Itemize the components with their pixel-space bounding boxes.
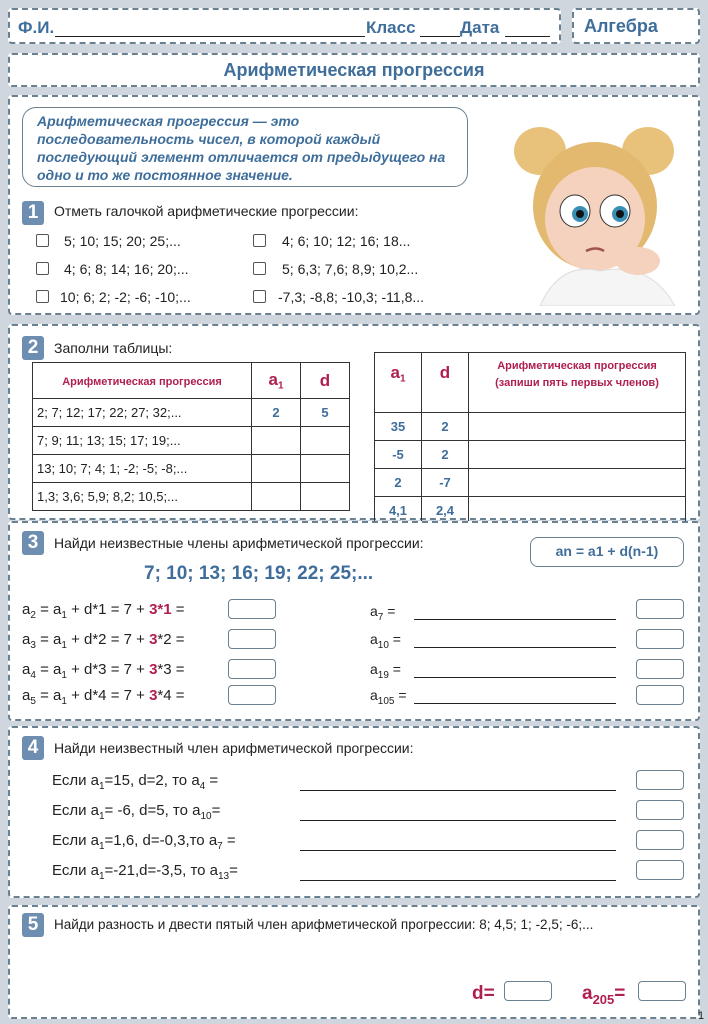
t1-r2-a1[interactable] — [252, 427, 301, 455]
t1-r2-seq: 7; 9; 11; 13; 15; 17; 19;... — [33, 427, 252, 455]
t4-row-4: Если $a_1=-21,d=-3,5$, то $a_{13}=$ — [52, 862, 238, 882]
t2-header-a1: $a_1$ — [375, 353, 422, 413]
t4-line-1[interactable] — [300, 790, 616, 791]
t3-right-line-3[interactable] — [414, 677, 616, 678]
t2-r1-d: 2 — [422, 413, 469, 441]
t3-right-line-4[interactable] — [414, 703, 616, 704]
checkbox-r1[interactable] — [253, 234, 266, 247]
t3-right-line-1[interactable] — [414, 619, 616, 620]
section-2 — [8, 324, 700, 520]
title-box — [8, 53, 700, 87]
t2-r2-d: 2 — [422, 441, 469, 469]
section-4 — [8, 726, 700, 898]
t4-line-2[interactable] — [300, 820, 616, 821]
t1-r1-seq: 2; 7; 12; 17; 22; 27; 32;... — [33, 399, 252, 427]
checkbox-r3[interactable] — [253, 290, 266, 303]
checkbox-r2[interactable] — [253, 262, 266, 275]
table-1 — [32, 362, 350, 511]
subject-box — [572, 8, 700, 44]
t3-right-row-1: $a_7$ = — [370, 603, 396, 623]
t2-r4-a1: 4,1 — [375, 497, 422, 525]
option-r1: 4; 6; 10; 12; 16; 18... — [282, 233, 411, 249]
task-5-number: 5 — [22, 913, 44, 937]
t3-right-row-3: $a_{19}$ = — [370, 661, 401, 681]
t3-left-row-2: $a_3 = a_1 + d*2 = 7 + 3*2$ = — [22, 631, 185, 651]
t3-left-answer-4[interactable] — [228, 685, 276, 705]
t2-r3-d: -7 — [422, 469, 469, 497]
header-name-box — [8, 8, 561, 44]
girl-illustration — [500, 111, 690, 306]
t2-r1-a1: 35 — [375, 413, 422, 441]
t1-r4-seq: 1,3; 3,6; 5,9; 8,2; 10,5;... — [33, 483, 252, 511]
t3-right-answer-4[interactable] — [636, 685, 684, 705]
checkbox-l2[interactable] — [36, 262, 49, 275]
t1-r4-a1[interactable] — [252, 483, 301, 511]
task-1-number: 1 — [22, 201, 44, 225]
t2-r2-a1: -5 — [375, 441, 422, 469]
t1-r1-d[interactable]: 5 — [301, 399, 350, 427]
t3-right-answer-3[interactable] — [636, 659, 684, 679]
t3-left-row-4: $a_5 = a_1 + d*4 = 7 + 3*4$ = — [22, 687, 185, 707]
formula: an = a1 + d(n-1) — [555, 543, 659, 559]
d-answer-box[interactable] — [504, 981, 552, 1001]
class-line[interactable] — [420, 36, 460, 37]
section-3 — [8, 521, 700, 721]
name-line[interactable] — [55, 36, 365, 37]
task-4-number: 4 — [22, 736, 44, 760]
t1-r3-d[interactable] — [301, 455, 350, 483]
t1-r3-seq: 13; 10; 7; 4; 1; -2; -5; -8;... — [33, 455, 252, 483]
option-l1: 5; 10; 15; 20; 25;... — [64, 233, 181, 249]
t2-r3-answer[interactable] — [469, 469, 686, 497]
date-label: Дата — [460, 18, 500, 37]
task-2-prompt: Заполни таблицы: — [54, 340, 173, 356]
t3-left-row-3: $a_4 = a_1 + d*3 = 7 + 3*3$ = — [22, 661, 185, 681]
table-2 — [374, 352, 686, 525]
t1-header-d: d — [301, 363, 350, 399]
t1-header-progression: Арифметическая прогрессия — [33, 363, 252, 399]
t4-row-3: Если $a_1=1,6$, d=-0,3,то $a_7$ = — [52, 832, 236, 852]
option-l2: 4; 6; 8; 14; 16; 20;... — [64, 261, 189, 277]
t3-right-row-2: $a_{10}$ = — [370, 631, 401, 651]
task-5-prompt: Найди разность и двести пятый член арифметической прогрессии: 8; 4,5; 1; -2,5; -6;... — [54, 917, 594, 932]
task-4-prompt: Найди неизвестный член арифметической прогрессии: — [54, 740, 414, 756]
formula-box — [530, 537, 684, 567]
checkbox-l3[interactable] — [36, 290, 49, 303]
t3-right-row-4: $a_{105}$ = — [370, 687, 407, 707]
t4-line-4[interactable] — [300, 880, 616, 881]
t4-row-2: Если $a_1= -6$, d=5, то $a_{10}=$ — [52, 802, 221, 822]
t4-answer-3[interactable] — [636, 830, 684, 850]
t3-left-answer-2[interactable] — [228, 629, 276, 649]
page-title: Арифметическая прогрессия — [223, 60, 485, 80]
t4-answer-2[interactable] — [636, 800, 684, 820]
t4-row-1: Если $a_1=15$, d=2, то $a_4$ = — [52, 772, 219, 792]
a205-label: $a_{205}=$ — [582, 983, 626, 1007]
t2-header-progression: Арифметическая прогрессия (запиши пять первых членов) — [469, 353, 686, 413]
a205-answer-box[interactable] — [638, 981, 686, 1001]
task-3-sequence: 7; 10; 13; 16; 19; 22; 25;... — [144, 563, 374, 584]
date-line[interactable] — [505, 36, 550, 37]
t1-r4-d[interactable] — [301, 483, 350, 511]
d-label: d= — [472, 983, 495, 1004]
section-1 — [8, 95, 700, 315]
t1-r3-a1[interactable] — [252, 455, 301, 483]
t3-left-answer-1[interactable] — [228, 599, 276, 619]
t2-r1-answer[interactable] — [469, 413, 686, 441]
option-r3: -7,3; -8,8; -10,3; -11,8... — [278, 289, 425, 305]
task-1-prompt: Отметь галочкой арифметические прогрессии: — [54, 203, 359, 219]
t3-right-answer-1[interactable] — [636, 599, 684, 619]
t1-r2-d[interactable] — [301, 427, 350, 455]
t3-left-row-1: $a_2 = a_1 + d*1 = 7 + 3*1$ = — [22, 601, 185, 621]
t3-right-line-2[interactable] — [414, 647, 616, 648]
definition-text: Арифметическая прогрессия — это последовательность чисел, в которой каждый последующий элемент отличается от предыдущего на одно и то же постоянное значение. — [37, 113, 446, 183]
t2-r2-answer[interactable] — [469, 441, 686, 469]
t4-line-3[interactable] — [300, 850, 616, 851]
section-5 — [8, 905, 700, 1019]
task-2-number: 2 — [22, 336, 44, 360]
definition-bubble — [22, 107, 468, 187]
option-r2: 5; 6,3; 7,6; 8,9; 10,2... — [282, 261, 419, 277]
subject-label: Алгебра — [584, 16, 658, 36]
t2-r4-d: 2,4 — [422, 497, 469, 525]
checkbox-l1[interactable] — [36, 234, 49, 247]
t4-answer-4[interactable] — [636, 860, 684, 880]
t3-left-answer-3[interactable] — [228, 659, 276, 679]
t3-right-answer-2[interactable] — [636, 629, 684, 649]
option-l3: 10; 6; 2; -2; -6; -10;... — [60, 289, 191, 305]
t2-r3-a1: 2 — [375, 469, 422, 497]
t2-header-d: d — [422, 353, 469, 413]
page-number: 1 — [698, 1010, 705, 1022]
class-label: Класс — [366, 18, 416, 37]
t1-header-a1: $a_1$ — [252, 363, 301, 399]
task-3-prompt: Найди неизвестные члены арифметической прогрессии: — [54, 535, 424, 551]
task-3-number: 3 — [22, 531, 44, 555]
t1-r1-a1[interactable]: 2 — [252, 399, 301, 427]
t4-answer-1[interactable] — [636, 770, 684, 790]
name-label: Ф.И. — [18, 18, 55, 37]
